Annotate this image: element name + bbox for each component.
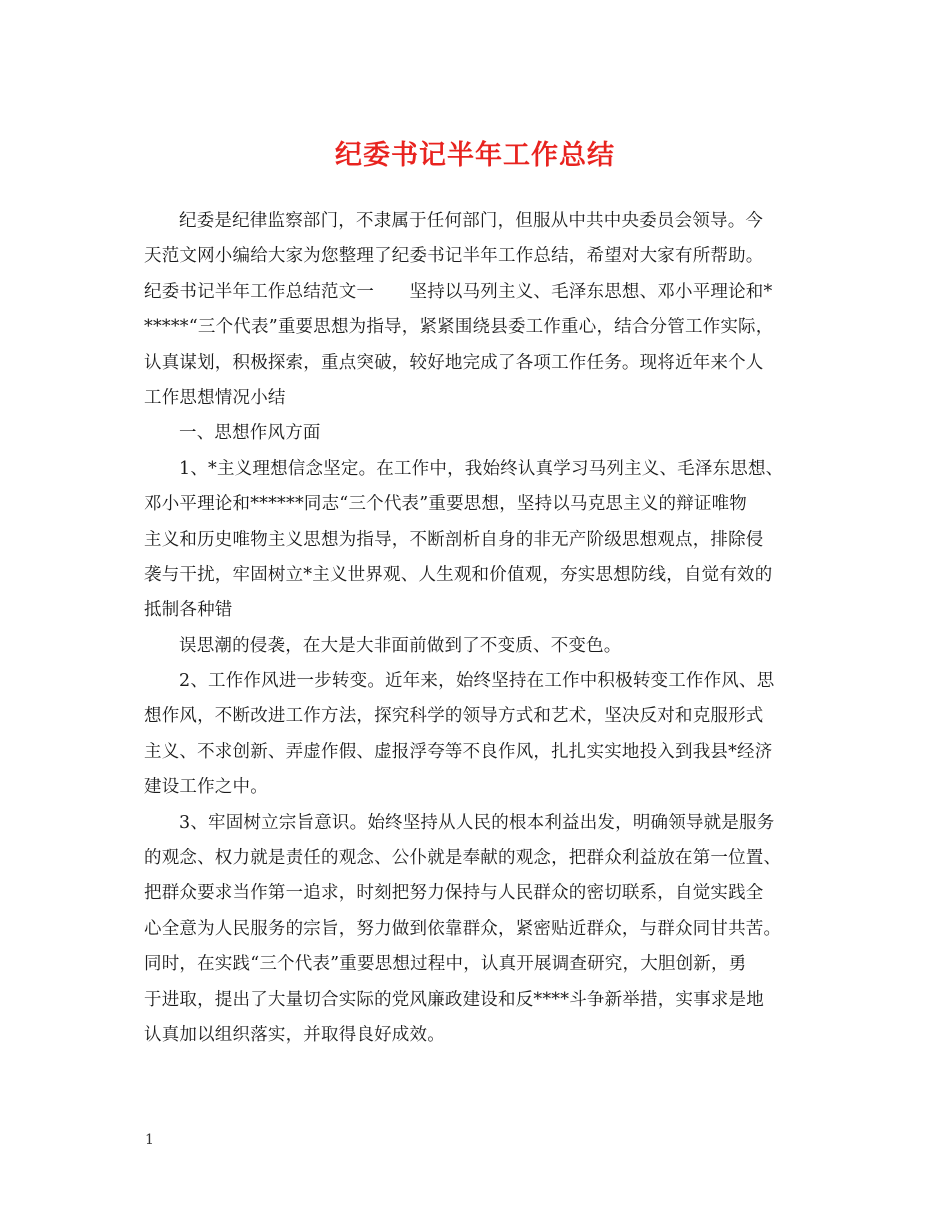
text-line: 纪委是纪律监察部门，不隶属于任何部门，但服从中共中央委员会领导。今 bbox=[179, 211, 764, 231]
text-line: 误思潮的侵袭，在大是大非面前做到了不变质、不变色。 bbox=[179, 635, 622, 656]
text-line: 袭与干扰，牢固树立*主义世界观、人生观和价值观，夯实思想防线，自觉有效的 bbox=[144, 564, 773, 585]
text-line: 抵制各种错 bbox=[144, 600, 233, 621]
text-line: 工作思想情况小结 bbox=[144, 387, 286, 408]
text-line: 3、牢固树立宗旨意识。始终坚持从人民的根本利益出发，明确领导就是服务 bbox=[179, 812, 775, 833]
text-line: 认真加以组织落实，并取得良好成效。 bbox=[144, 1024, 445, 1045]
text-line: *****“三个代表”重要思想为指导，紧紧围绕县委工作重心，结合分管工作实际， bbox=[144, 317, 774, 338]
text-line: 2、工作作风进一步转变。近年来，始终坚持在工作中积极转变工作作风、思 bbox=[179, 671, 775, 692]
text-line: 于进取，提出了大量切合实际的党风廉政建设和反****斗争新举措，实事求是地 bbox=[144, 989, 764, 1010]
text-line: 同时，在实践“三个代表”重要思想过程中，认真开展调查研究，大胆创新，勇 bbox=[144, 954, 747, 975]
text-line: 1、*主义理想信念坚定。在工作中，我始终认真学习马列主义、毛泽东思想、 bbox=[179, 458, 784, 479]
text-line: 天范文网小编给大家为您整理了纪委书记半年工作总结，希望对大家有所帮助。 bbox=[144, 246, 764, 267]
text-line: 纪委书记半年工作总结范文一 坚持以马列主义、毛泽东思想、邓小平理论和* bbox=[144, 281, 773, 302]
page-number: 1 bbox=[145, 1132, 154, 1148]
document-body bbox=[144, 204, 809, 1053]
text-line: 的观念、权力就是责任的观念、公仆就是奉献的观念，把群众利益放在第一位置、 bbox=[144, 848, 782, 869]
text-line: 主义和历史唯物主义思想为指导，不断剖析自身的非无产阶级思想观点，排除侵 bbox=[144, 529, 764, 550]
text-line: 想作风，不断改进工作方法，探究科学的领导方式和艺术，坚决反对和克服形式 bbox=[144, 706, 764, 727]
text-line: 心全意为人民服务的宗旨，努力做到依靠群众，紧密贴近群众，与群众同甘共苦。 bbox=[144, 918, 782, 939]
text-line: 主义、不求创新、弄虚作假、虚报浮夸等不良作风，扎扎实实地投入到我县*经济 bbox=[144, 741, 773, 762]
text-line: 建设工作之中。 bbox=[144, 777, 268, 798]
text-line: 认真谋划，积极探索，重点突破，较好地完成了各项工作任务。现将近年来个人 bbox=[144, 352, 764, 373]
text-line: 邓小平理论和******同志“三个代表”重要思想，坚持以马克思主义的辩证唯物 bbox=[144, 494, 747, 515]
document-title: 纪委书记半年工作总结 bbox=[335, 140, 615, 171]
text-line: 把群众要求当作第一追求，时刻把努力保持与人民群众的密切联系，自觉实践全 bbox=[144, 883, 764, 904]
section-heading: 一、思想作风方面 bbox=[179, 423, 321, 444]
